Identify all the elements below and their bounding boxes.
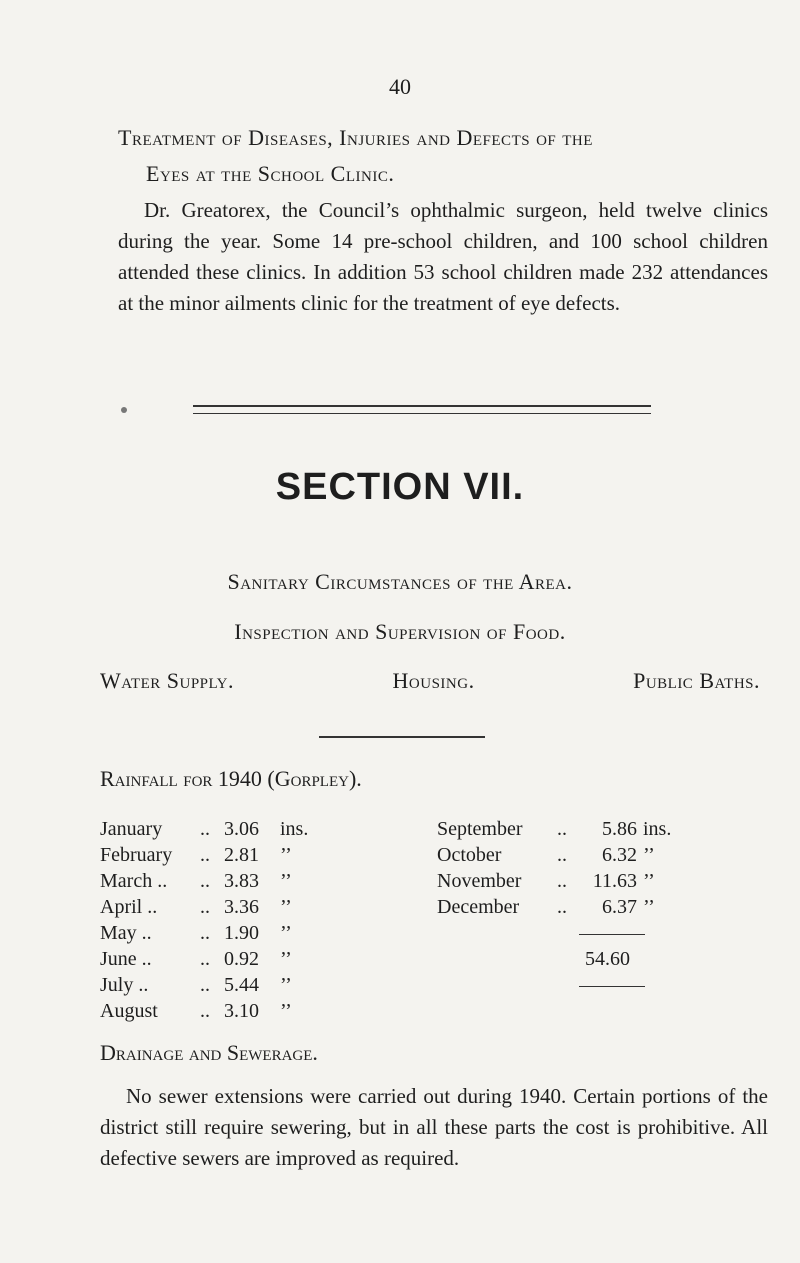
section-divider-double-rule [193, 405, 651, 414]
value-cell: 6.32 [602, 844, 637, 866]
leader-dots: .. [200, 922, 210, 944]
table-row [437, 816, 671, 842]
total-rule-row [437, 920, 671, 946]
value-cell: 0.92 [224, 948, 259, 970]
unit-cell: ’’ [280, 948, 292, 970]
value-cell: 5.44 [224, 974, 259, 996]
month-cell: February [100, 844, 173, 866]
eye-clinic-heading-line1: Treatment of Diseases, Injuries and Defects of the [118, 125, 593, 150]
value-cell: 3.10 [224, 1000, 259, 1022]
value-cell: 5.86 [602, 818, 637, 840]
month-cell: July .. [100, 974, 149, 996]
month-cell: May .. [100, 922, 152, 944]
value-cell: 2.81 [224, 844, 259, 866]
rainfall-table-right [437, 816, 671, 998]
leader-dots: .. [200, 974, 210, 996]
unit-cell: ’’ [643, 844, 655, 866]
month-cell: October [437, 844, 502, 866]
table-row [100, 816, 308, 842]
table-row [100, 894, 308, 920]
leader-dots: .. [200, 896, 210, 918]
section-subtitle-sanitary: Sanitary Circumstances of the Area. [227, 569, 573, 594]
short-divider-rule [319, 736, 485, 738]
leader-dots: .. [557, 818, 567, 840]
table-row [437, 842, 671, 868]
leader-dots: .. [200, 844, 210, 866]
unit-cell: ’’ [280, 844, 292, 866]
table-row [100, 946, 308, 972]
eye-clinic-paragraph-block [118, 195, 768, 319]
unit-cell: ’’ [280, 870, 292, 892]
unit-cell: ’’ [643, 896, 655, 918]
leader-dots: .. [200, 1000, 210, 1022]
leader-dots: .. [557, 870, 567, 892]
rainfall-table-left [100, 816, 308, 1024]
table-row [100, 972, 308, 998]
section-topics-row [100, 668, 760, 694]
section-title: SECTION VII. [275, 466, 525, 508]
ink-dot-mark [121, 407, 127, 413]
unit-cell: ’’ [280, 1000, 292, 1022]
value-cell: 3.36 [224, 896, 259, 918]
topic-water-supply: Water Supply. [100, 668, 235, 693]
eye-clinic-paragraph: Dr. Greatorex, the Council’s ophthalmic surgeon, held twelve clinics during the year. Some 14 pre-school children, and 100 school children attended these clinics. In addition 53 school children made 232 attendances at the minor ailments clinic for the treatment of eye defects. [118, 198, 768, 315]
eye-clinic-heading [118, 120, 758, 192]
unit-cell: ins. [643, 818, 672, 840]
month-cell: January [100, 818, 163, 840]
table-row [437, 868, 671, 894]
month-cell: August [100, 1000, 158, 1022]
value-cell: 3.06 [224, 818, 259, 840]
value-cell: 11.63 [592, 870, 637, 892]
table-row [100, 842, 308, 868]
leader-dots: .. [200, 870, 210, 892]
rainfall-total: 54.60 [585, 948, 630, 970]
topic-public-baths: Public Baths. [633, 668, 760, 693]
drainage-paragraph-block [100, 1081, 768, 1174]
month-cell: November [437, 870, 522, 892]
table-row [100, 920, 308, 946]
value-cell: 1.90 [224, 922, 259, 944]
unit-cell: ’’ [280, 896, 292, 918]
month-cell: June .. [100, 948, 152, 970]
month-cell: April .. [100, 896, 158, 918]
total-lower-rule [579, 986, 645, 987]
drainage-paragraph: No sewer extensions were carried out during 1940. Certain portions of the district still require sewering, but in all these parts the cost is prohibitive. All defective sewers are improved as required. [100, 1084, 768, 1170]
unit-cell: ’’ [280, 922, 292, 944]
leader-dots: .. [200, 948, 210, 970]
eye-clinic-heading-line2: Eyes at the School Clinic. [146, 161, 395, 186]
month-cell: December [437, 896, 520, 918]
total-row [437, 946, 671, 972]
leader-dots: .. [557, 844, 567, 866]
month-cell: September [437, 818, 523, 840]
drainage-title: Drainage and Sewerage. [100, 1040, 318, 1065]
table-row [437, 894, 671, 920]
unit-cell: ins. [280, 818, 309, 840]
unit-cell: ’’ [643, 870, 655, 892]
section-subtitle-food: Inspection and Supervision of Food. [234, 619, 566, 644]
value-cell: 6.37 [602, 896, 637, 918]
unit-cell: ’’ [280, 974, 292, 996]
total-rule-row [437, 972, 671, 998]
value-cell: 3.83 [224, 870, 259, 892]
rainfall-title: Rainfall for 1940 (Gorpley). [100, 766, 362, 791]
total-upper-rule [579, 934, 645, 935]
leader-dots: .. [200, 818, 210, 840]
table-row [100, 998, 308, 1024]
topic-housing: Housing. [392, 668, 475, 693]
month-cell: March .. [100, 870, 168, 892]
table-row [100, 868, 308, 894]
page-number: 40 [389, 74, 411, 99]
leader-dots: .. [557, 896, 567, 918]
